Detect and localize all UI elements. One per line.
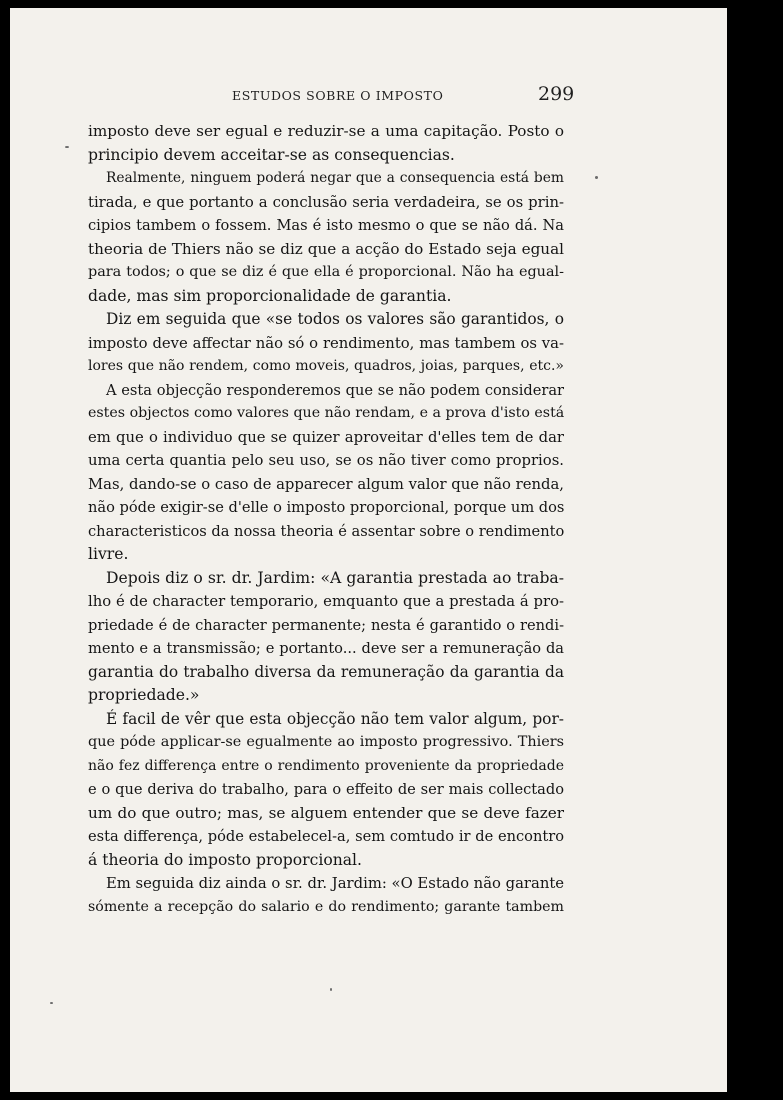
text-line: estes objectos como valores que não rendam, e a prova d'isto está (88, 405, 565, 421)
body-text (88, 120, 564, 919)
text-line: não póde exigir-se d'elle o imposto proporcional, porque um dos (88, 499, 565, 516)
text-line: dade, mas sim proporcionalidade de garantia. (88, 286, 452, 305)
text-line: Em seguida diz ainda o sr. dr. Jardim: «O Estado não garante (106, 875, 565, 892)
text-line: que póde applicar-se egualmente ao imposto progressivo. Thiers (88, 734, 564, 750)
scan-speck (65, 146, 69, 148)
text-line: A esta objecção responderemos que se não podem considerar (106, 381, 564, 399)
scanned-page (10, 8, 727, 1092)
text-line: theoria de Thiers não se diz que a acção do Estado seja egual (88, 239, 564, 258)
text-line: e o que deriva do trabalho, para o effeito de ser mais collectado (88, 781, 564, 798)
text-line: lho é de character temporario, emquanto que a prestada á pro- (88, 593, 564, 610)
scan-speck (330, 988, 332, 991)
running-title: ESTUDOS SOBRE O IMPOSTO (232, 88, 444, 103)
text-line: priedade é de character permanente; nesta é garantido o rendi- (88, 616, 564, 634)
text-line: para todos; o que se diz é que ella é proporcional. Não ha egual- (88, 264, 564, 280)
text-line: principio devem acceitar-se as consequencias. (88, 145, 455, 164)
text-line: Mas, dando-se o caso de apparecer algum valor que não renda, (88, 475, 565, 493)
text-line: lores que não rendem, como moveis, quadros, joias, parques, etc.» (88, 358, 564, 374)
text-line: tirada, e que portanto a conclusão seria verdadeira, se os prin- (88, 193, 564, 211)
text-line: Realmente, ninguem poderá negar que a consequencia está bem (106, 170, 564, 186)
page-header (10, 83, 727, 110)
page-number: 299 (538, 83, 575, 105)
text-line: esta differença, póde estabelecel-a, sem comtudo ir de encontro (88, 828, 564, 845)
text-line: Diz em seguida que «se todos os valores são garantidos, o (106, 310, 564, 328)
text-line: uma certa quantia pelo seu uso, se os não tiver como proprios. (88, 452, 564, 469)
text-line: propriedade.» (88, 686, 200, 704)
scan-speck (595, 176, 598, 179)
text-line: livre. (88, 545, 129, 563)
text-line: á theoria do imposto proporcional. (88, 850, 363, 869)
text-line: mento e a transmissão; e portanto... deve ser a remuneração da (88, 640, 564, 657)
text-line: sómente a recepção do salario e do rendimento; garante tambem (88, 898, 564, 915)
text-line: garantia do trabalho diversa da remuneração da garantia da (88, 662, 564, 681)
text-line: um do que outro; mas, se alguem entender que se deve fazer (88, 803, 564, 822)
text-line: É facil de vêr que esta objecção não tem valor algum, por- (106, 709, 564, 728)
text-line: em que o individuo que se quizer aproveitar d'elles tem de dar (88, 428, 564, 446)
text-line: cipios tambem o fossem. Mas é isto mesmo o que se não dá. Na (88, 217, 564, 234)
text-line: characteristicos da nossa theoria é assentar sobre o rendimento (88, 522, 565, 540)
scan-speck (50, 1002, 53, 1004)
text-line: não fez differença entre o rendimento proveniente da propriedade (88, 757, 564, 774)
text-line: imposto deve ser egual e reduzir-se a uma capitação. Posto o (88, 122, 564, 140)
text-line: imposto deve affectar não só o rendimento, mas tambem os va- (88, 334, 564, 352)
text-line: Depois diz o sr. dr. Jardim: «A garantia prestada ao traba- (106, 568, 564, 587)
